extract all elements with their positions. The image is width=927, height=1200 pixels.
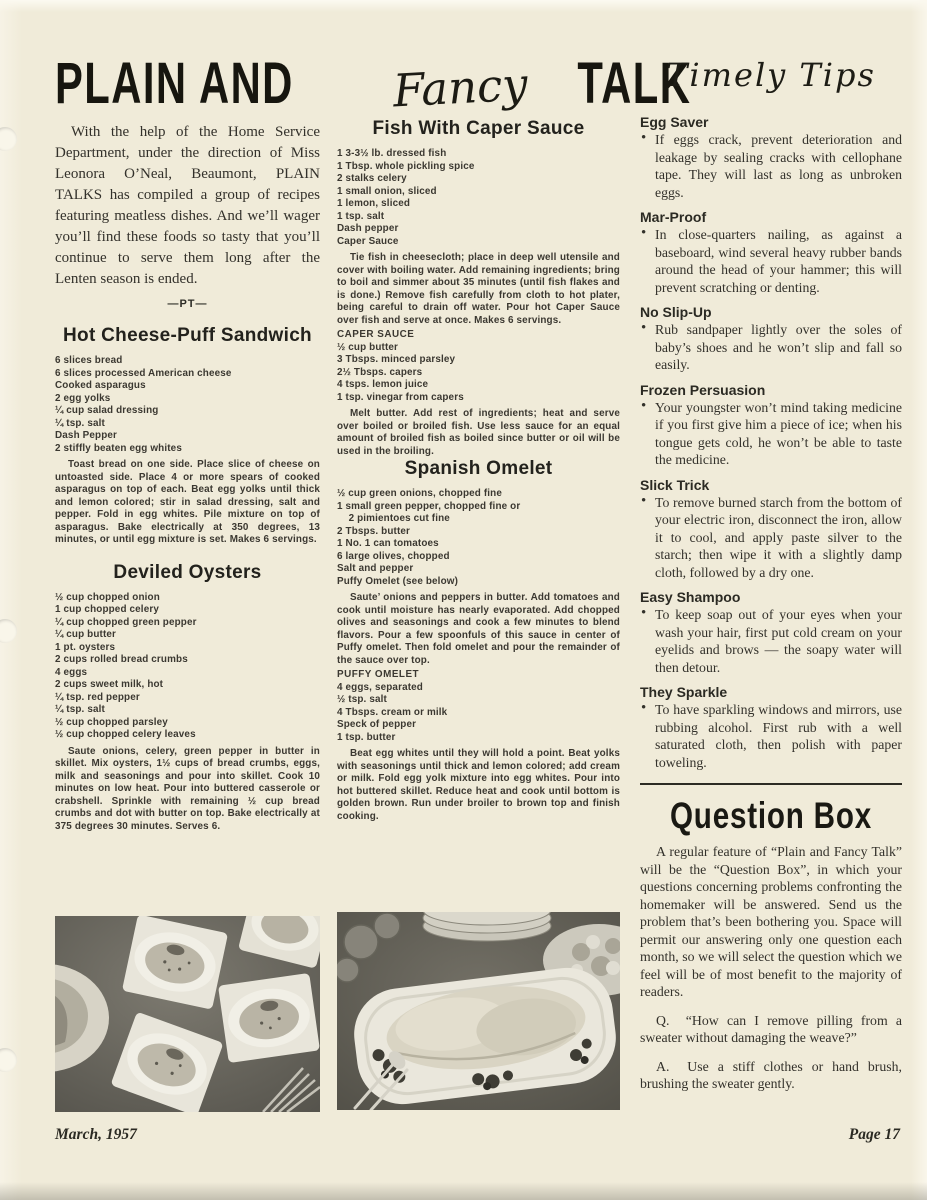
punch-hole — [0, 1048, 17, 1072]
ingredient-line: 2 cups rolled bread crumbs — [55, 654, 188, 665]
tip-item — [640, 304, 902, 374]
ingredient-line: 1 No. 1 can tomatoes — [337, 538, 439, 549]
ingredient-list — [337, 682, 620, 745]
tip-item — [640, 209, 902, 296]
ingredient-line: ½ cup chopped parsley — [55, 716, 168, 728]
page-number: Page 17 — [848, 1126, 900, 1143]
ingredient-line: 1 tsp. salt — [337, 210, 385, 222]
masthead — [55, 50, 692, 118]
punch-hole — [0, 619, 17, 643]
ingredient-line: Puffy Omelet (see below) — [337, 575, 459, 587]
recipe-fish-with-caper-sauce — [337, 118, 620, 458]
ingredient-line: 6 large olives, chopped — [337, 550, 450, 562]
ingredient-line: ½ cup chopped celery leaves — [55, 729, 196, 740]
directions-text: Saute onions, celery, green pepper in butter in skillet. Mix oysters, 1½ cups of bread crumbs, eggs, milk and seasonings and pour into skillet. Cook 10 minutes on low heat. Pour into buttered casserole or crabshell. Sprinkle with remaining ½ cup bread crumbs and dot with butter on top. Bake electrically at 375 degrees 30 minutes. Serves 6. — [55, 745, 320, 832]
intro-paragraph: With the help of the Home Service Department, under the direction of Miss Leonora O’Neal, Beaumont, PLAIN TALKS has compiled a group of recipes featuring meatless dishes. And we’ll wager you’ll find these foods so tasty that you’ll continue to serve them long after the Lenten season is ended. — [55, 124, 320, 287]
tip-heading: Egg Saver — [640, 114, 709, 130]
ingredient-line: 6 slices bread — [55, 355, 123, 366]
ingredient-line: ¼ tsp. salt — [55, 417, 105, 429]
ingredient-line: ½ cup chopped onion — [55, 591, 160, 603]
tip-item — [640, 382, 902, 469]
issue-date: March, 1957 — [55, 1126, 137, 1143]
ingredient-list — [337, 488, 620, 588]
photo-puffy-omelet — [337, 912, 620, 1110]
left-column — [55, 122, 320, 833]
ingredient-line: 1 small onion, sliced — [337, 185, 437, 197]
question-box-title: Question Box — [669, 795, 873, 836]
ingredient-line: 2½ Tbsps. capers — [337, 366, 423, 378]
ingredient-line: 1 cup chopped celery — [55, 604, 159, 615]
middle-column — [337, 118, 620, 823]
tip-item — [640, 114, 902, 201]
ingredient-line: 2 Tbsps. butter — [337, 525, 411, 537]
tip-item — [640, 477, 902, 582]
directions-text: Tie fish in cheesecloth; place in deep well utensile and cover with boiling water. Add remaining ingredients; bring to boil and simmer about 35 minutes (until fish flakes and is done.) Remove fish carefully from cloth to hot plater, being careful to drain off water. Pour hot Caper Sauce over fish and serve at once. Makes 6 servings. — [337, 252, 620, 326]
ingredient-line: 1 3-3½ lb. dressed fish — [337, 148, 447, 159]
ingredient-line: 2 egg yolks — [55, 392, 111, 404]
tip-heading: No Slip-Up — [640, 304, 712, 320]
masthead-title-plain: PLAIN AND — [55, 51, 294, 116]
tip-text: • To keep soap out of your eyes when your wash your hair, first put cold cream on your eyelids and brows — the soapy water will then detour. — [640, 606, 902, 676]
answer-text: A. Use a stiff clothes or hand brush, brushing the sweater gently. — [640, 1058, 902, 1091]
ingredient-line: Cooked asparagus — [55, 380, 146, 391]
ingredient-line: Caper Sauce — [337, 235, 399, 247]
sub-recipe-title: CAPER SAUCE — [337, 329, 415, 340]
right-column — [640, 106, 902, 1093]
question-text: Q. “How can I remove pilling from a sweater without damaging the weave?” — [640, 1012, 902, 1045]
ingredient-line: Dash Pepper — [55, 430, 118, 441]
page-footer — [55, 1126, 900, 1144]
tip-text: • Your youngster won’t mind taking medicine if you first give him a piece of ice; when his tongue gets cold, he won’t be able to taste the medicine. — [640, 399, 902, 469]
ingredient-list — [55, 355, 320, 455]
scan-edge-right — [911, 0, 927, 1200]
masthead-title-talk: TALK — [577, 51, 692, 116]
recipe-title: Fish With Caper Sauce — [372, 118, 585, 139]
tip-heading: Mar-Proof — [640, 209, 707, 225]
ingredient-line: Salt and pepper — [337, 563, 414, 574]
ingredient-line: 2 stiffly beaten egg whites — [55, 442, 182, 454]
photo-deviled-oysters — [55, 916, 320, 1112]
directions-text: Saute’ onions and peppers in butter. Add tomatoes and cook until moisture has nearly evaporated. Add chopped olives and seasonings and cook a few minutes to blend flavors. Pour a few spoonfuls of this sauce in center of Puffy omelet. Then fold omelet and pour the remainder of the sauce over top. — [337, 592, 620, 666]
recipe-title: Deviled Oysters — [113, 561, 262, 583]
ingredient-line: 1 pt. oysters — [55, 641, 116, 653]
ingredient-line: 1 Tbsp. whole pickling spice — [337, 160, 475, 172]
recipe-title: Spanish Omelet — [404, 458, 553, 479]
ingredient-line: ¼ cup chopped green pepper — [55, 616, 197, 628]
ingredient-line: 2 stalks celery — [337, 173, 407, 184]
tip-heading: Frozen Persuasion — [640, 381, 766, 398]
ingredient-line: ¼ cup butter — [55, 629, 117, 640]
tip-heading: Slick Trick — [640, 476, 710, 493]
directions-text: Toast bread on one side. Place slice of cheese on untoasted side. Place 4 or more spears of cooked asparagus on top of each. Beat egg yolks until thick and lemon colored; stir in salad dressing, salt and pepper. Fold in egg whites. Pile mixture on top of asparagus. Bake electrically at 350 degrees, 13 minutes, or until egg mixture is set. Makes 6 servings. — [55, 459, 320, 545]
scan-edge-left — [0, 0, 22, 1200]
ingredient-line: 4 Tbsps. cream or milk — [337, 706, 448, 718]
deviled-oysters-photo-illustration — [55, 916, 320, 1112]
tip-text: • If eggs crack, prevent deterioration and leakage by sealing cracks with cellophane tape. They will last as long as unbroken eggs. — [640, 131, 902, 201]
ingredient-line: 1 small green pepper, chopped fine or — [337, 500, 521, 512]
masthead-title-fancy: Fancy — [391, 57, 529, 118]
ingredient-line: 2 pimientoes cut fine — [337, 513, 450, 524]
ingredient-line: 4 eggs — [55, 666, 88, 678]
recipe-title: Hot Cheese-Puff Sandwich — [63, 325, 312, 346]
ingredient-list — [337, 342, 620, 405]
tips-list — [640, 114, 902, 771]
ingredient-line: 1 tsp. vinegar from capers — [337, 391, 464, 403]
ingredient-line: ½ cup butter — [337, 341, 399, 353]
directions-text: Beat egg whites until they will hold a point. Beat yolks with seasonings until thick and lemon colored; add cream or milk. Fold egg yolk mixture into egg whites. Pour into hot buttered skillet. Reduce heat and cook until bottom is golden brown. Run under broiler to brown top and finish cooking. — [337, 748, 620, 822]
sub-recipe-title: PUFFY OMELET — [337, 669, 420, 680]
tip-text: • Rub sandpaper lightly over the soles of baby’s shoes and he won’t slip and fall so easily. — [640, 321, 902, 374]
ingredient-line: ¼ tsp. salt — [55, 704, 105, 715]
tip-heading: Easy Shampoo — [640, 589, 741, 605]
ingredient-line: ½ cup green onions, chopped fine — [337, 488, 503, 499]
ingredient-line: ¼ tsp. red pepper — [55, 691, 140, 703]
section-divider — [640, 783, 902, 785]
recipe-deviled-oysters — [55, 562, 320, 834]
pt-divider: —PT— — [167, 298, 208, 310]
tip-heading: They Sparkle — [640, 684, 728, 700]
ingredient-line: 3 Tbsps. minced parsley — [337, 354, 456, 365]
ingredient-list — [55, 592, 320, 742]
timely-tips-title: Timely Tips — [666, 56, 876, 94]
tip-item — [640, 684, 902, 771]
question-box-intro: A regular feature of “Plain and Fancy Talk” will be the “Question Box”, in which your questions concerning problems confronting the homemaker will be answered. Send us the problem that’s been bothering you. Space will permit our answering only one question each month, so we will select the question which we feel will be of most benefit to the majority of readers. — [640, 844, 902, 999]
ingredient-line: ½ tsp. salt — [337, 694, 387, 705]
ingredient-line: Speck of pepper — [337, 719, 417, 730]
tip-text: • To have sparkling windows and mirrors, use rubbing alcohol. First rub with a well saturated cloth, then polish with paper toweling. — [640, 701, 902, 771]
ingredient-line: 4 tsps. lemon juice — [337, 379, 429, 390]
ingredient-line: 1 tsp. butter — [337, 731, 396, 743]
punch-hole — [0, 127, 17, 151]
ingredient-list — [337, 148, 620, 248]
tip-text: • In close-quarters nailing, as against a baseboard, wind several heavy rubber bands around the head of your hammer; this will prevent scratching or denting. — [640, 226, 902, 296]
ingredient-line: 1 lemon, sliced — [337, 198, 411, 209]
ingredient-line: 6 slices processed American cheese — [55, 367, 232, 379]
recipe-hot-cheese-puff-sandwich — [55, 325, 320, 547]
puffy-omelet-photo-illustration — [337, 912, 620, 1110]
ingredient-line: ¼ cup salad dressing — [55, 405, 159, 416]
directions-text: Melt butter. Add rest of ingredients; heat and serve over boiled or broiled fish. Use less sauce for an equal amount of broiled fish as boiled since butter or oil will be used in the broiling. — [337, 408, 620, 457]
tip-item — [640, 589, 902, 676]
ingredient-line: 2 cups sweet milk, hot — [55, 679, 164, 690]
tip-text: • To remove burned starch from the bottom of your electric iron, disconnect the iron, allow it to cool, and apply paste silver to the starch; then wipe it with a slightly damp cloth, followed by a dry one. — [640, 494, 902, 582]
recipe-spanish-omelet — [337, 458, 620, 823]
ingredient-line: Dash pepper — [337, 223, 399, 234]
ingredient-line: 4 eggs, separated — [337, 681, 423, 693]
